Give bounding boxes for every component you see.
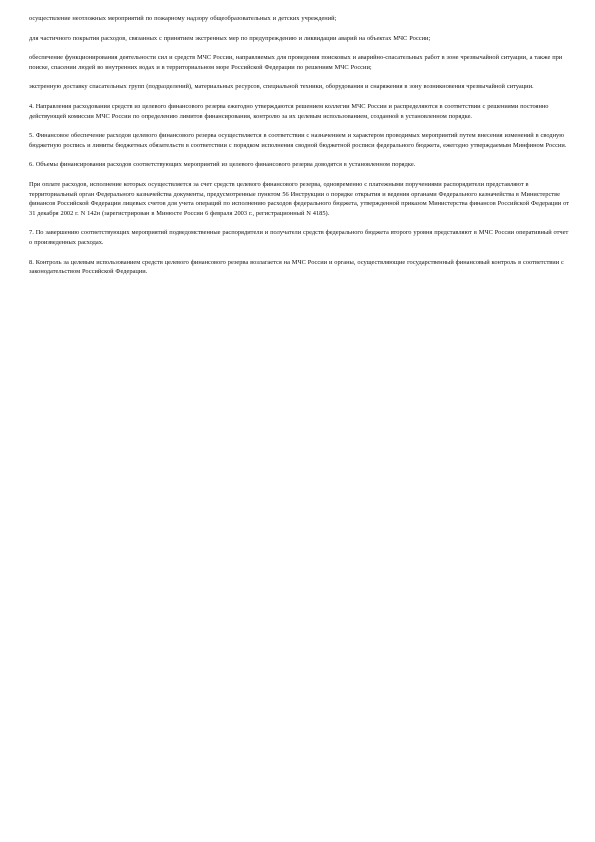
paragraph-item-4: 4. Направления расходования средств из целевого финансового резерва ежегодно утверждаются решением коллегии МЧС России и распределяются в соответствии с решениями постоянно действующей комиссии МЧС России по определению лимитов финансирования, контролю за их целевым использованием, созданной в установленном порядке. xyxy=(29,102,549,120)
paragraph-item-7: 7. По завершению соответствующих мероприятий подведомственные распорядители и получатели средств федерального бюджета второго уровня представляют в МЧС России оперативный отчет о произведенных расходах. xyxy=(29,229,569,246)
paragraph-accident-costs: для частичного покрытия расходов, связанных с принятием экстренных мер по предупреждению и ликвидации аварий на объектах МЧС России; xyxy=(29,34,431,42)
paragraph-payment-procedure: При оплате расходов, исполнение которых осуществляется за счет средств целевого финансового резерва, одновременно с платежными поручениями распорядители представляют в территориальный орган Федерального казначейства документы, предусмотренные пунктом 56 Инструкции о порядке открытия и ведения органами Федерального казначейства в Министерстве финансов Российской Федерации лицевых счетов для учета операций по исполнению расходов федерального бюджета, утвержденной приказом Министерства финансов Российской Федерации от 31 декабря 2002 г. N 142н (зарегистрирован в Минюсте России 6 февраля 2003 г., регистрационный N 4185). xyxy=(29,180,569,217)
paragraph-fire-supervision: осуществление неотложных мероприятий по пожарному надзору общеобразовательных и детских учреждений; xyxy=(29,15,337,22)
paragraph-emergency-delivery: экстренную доставку спасательных групп (подразделений), материальных ресурсов, специальной техники, оборудования и снаряжения в зону возникновения чрезвычайной ситуации. xyxy=(29,83,534,91)
document-body xyxy=(29,14,570,287)
paragraph-item-8: 8. Контроль за целевым использованием средств целевого финансового резерва возлагается на МЧС России и органы, осуществляющие государственный финансовый контроль в соответствии с законодательством Российской Федерации. xyxy=(29,258,564,276)
paragraph-item-6: 6. Объемы финансирования расходов соответствующих мероприятий из целевого финансового резерва доводятся в установленном порядке. xyxy=(29,161,416,169)
paragraph-item-5: 5. Финансовое обеспечение расходов целевого финансового резерва осуществляется в соответствии с назначением и характером проводимых мероприятий путем внесения изменений в сводную бюджетную роспись и лимиты бюджетных обязательств в соответствии с порядком исполнения сводной бюджетной росписи федерального бюджета, ежегодно утверждаемым Минфином России. xyxy=(29,132,567,149)
paragraph-rescue-operations: обеспечение функционирования деятельности сил и средств МЧС России, направляемых для проведения поисковых и аварийно-спасательных работ в зоне чрезвычайной ситуации, а также при поиске, спасении людей во внутренних водах и в территориальном море Российской Федерации по решениям МЧС России; xyxy=(29,54,563,71)
